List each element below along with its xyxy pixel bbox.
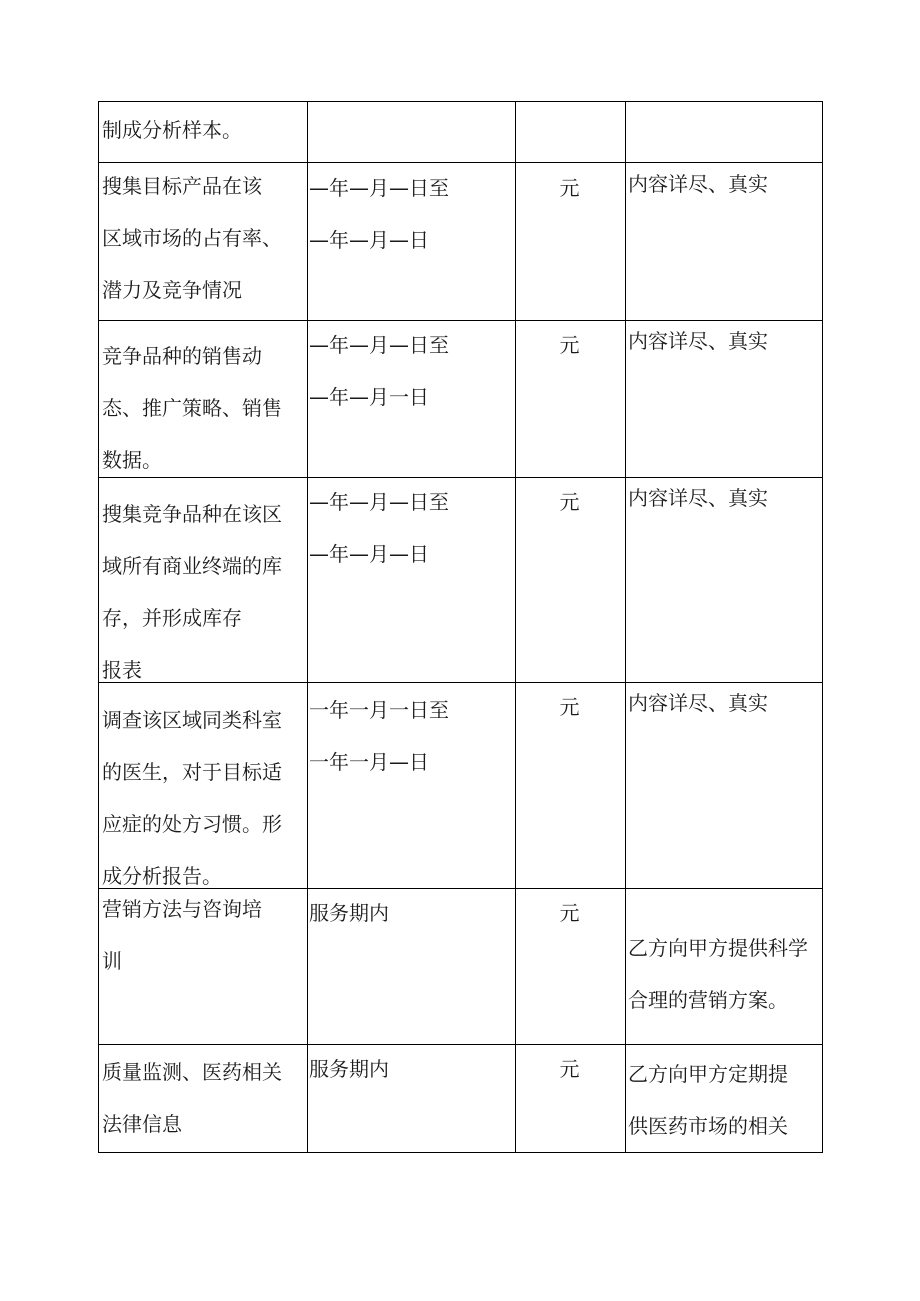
- column-divider: [625, 102, 626, 1152]
- table-cell-period: —年—月—日至 —年—月—日: [309, 490, 449, 566]
- table-cell-item: 制成分析样本。: [102, 118, 242, 142]
- table-cell-requirement: 内容详尽、真实: [628, 172, 768, 196]
- table-cell-item: 营销方法与咨询培 训: [102, 897, 262, 973]
- table-cell-period: 服务期内: [309, 901, 389, 925]
- column-divider: [515, 102, 516, 1152]
- table-cell-period: —年—月—日至 —年—月一日: [309, 333, 449, 409]
- table-cell-item: 质量监测、医药相关 法律信息: [102, 1060, 282, 1136]
- table-cell-fee: 元: [559, 490, 580, 514]
- table-cell-requirement: 乙方向甲方定期提 供医药市场的相关: [628, 1062, 788, 1138]
- table-cell-item: 调查该区域同类科室 的医生，对于目标适 应症的处方习惯。形 成分析报告。: [102, 708, 282, 888]
- table-cell-requirement: 内容详尽、真实: [628, 691, 768, 715]
- table-cell-requirement: 乙方向甲方提供科学 合理的营销方案。: [628, 936, 808, 1012]
- table-cell-item: 搜集目标产品在该 区域市场的占有率、 潜力及竞争情况: [102, 174, 282, 302]
- table-cell-fee: 元: [559, 1057, 580, 1081]
- table-cell-fee: 元: [559, 901, 580, 925]
- table-cell-item: 搜集竞争品种在该区 域所有商业终端的库 存，并形成库存 报表: [102, 502, 282, 682]
- table-cell-period: 一年一月一日至 一年一月—日: [309, 698, 449, 774]
- table-cell-fee: 元: [559, 176, 580, 200]
- column-divider: [307, 102, 308, 1152]
- table-cell-period: —年—月—日至 —年—月—日: [309, 176, 449, 252]
- table-cell-item: 竞争品种的销售动 态、推广策略、销售 数据。: [102, 344, 282, 472]
- table-cell-fee: 元: [559, 333, 580, 357]
- table-cell-requirement: 内容详尽、真实: [628, 329, 768, 353]
- table-cell-fee: 元: [559, 695, 580, 719]
- table-cell-period: 服务期内: [309, 1057, 389, 1081]
- table-cell-requirement: 内容详尽、真实: [628, 486, 768, 510]
